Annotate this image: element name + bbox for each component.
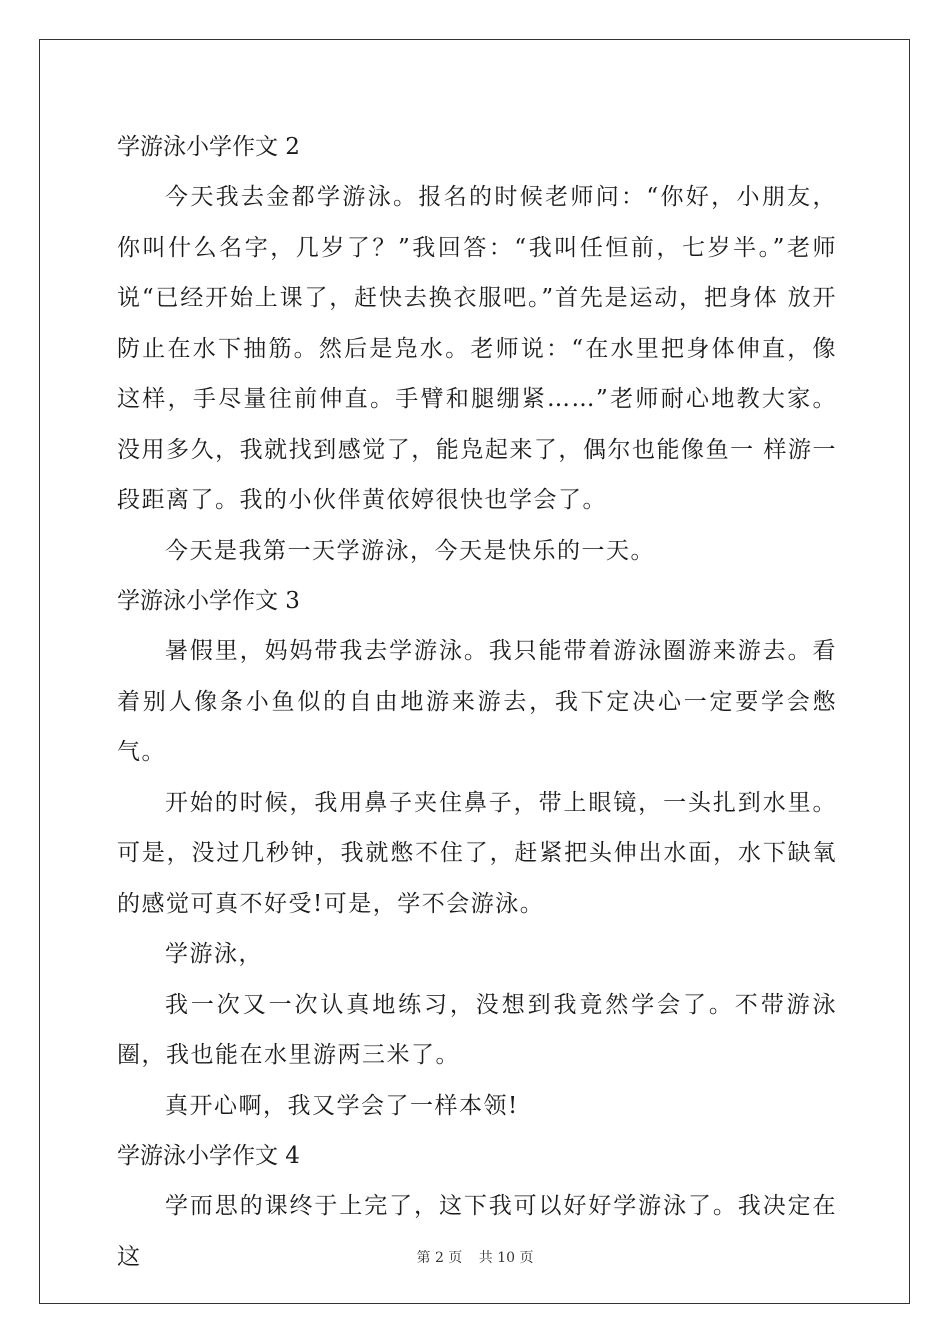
page-total: 共 10 页 [478,1250,534,1266]
paragraph: 今天我去金都学游泳。报名的时候老师问：“你好，小朋友，你叫什么名字，几岁了？”我回答：“我叫任恒前，七岁半。”老师说“已经开始上课了，赶快去换衣服吧。”首先是运动，把身体 放开防止在水下抽筋。然后是凫水。老师说：“在水里把身体伸直，像这样，手尽量往前伸直。手臂和腿绷紧……”老师耐心地教大家。没用多久，我就找到感觉了，能凫起来了，偶尔也能像鱼一 样游一段距离了。我的小伙伴黄依婷很快也学会了。 [117,184,837,513]
document-body [117,122,837,1282]
paragraph: 我一次又一次认真地练习，没想到我竟然学会了。不带游泳圈，我也能在水里游两三米了。 [117,991,837,1068]
paragraph: 开始的时候，我用鼻子夹住鼻子，带上眼镜，一头扎到水里。可是，没过几秒钟，我就憋不住了，赶紧把头伸出水面，水下缺氧的感觉可真不好受!可是，学不会游泳。 [117,789,837,917]
paragraph: 暑假里，妈妈带我去学游泳。我只能带着游泳圈游来游去。看着别人像条小鱼似的自由地游来游去，我下定决心一定要学会憋气。 [117,638,837,765]
section-title: 学游泳小学作文 2 [117,134,300,160]
paragraph: 学而思的课终于上完了，这下我可以好好学游泳了。我决定在这 [117,1193,837,1270]
page-footer [0,1247,950,1267]
section-title: 学游泳小学作文 3 [117,588,300,614]
paragraph: 学游泳， [165,941,263,967]
page-number: 第 2 页 [416,1250,463,1266]
section-title: 学游泳小学作文 4 [117,1143,300,1169]
paragraph: 真开心啊，我又学会了一样本领! [165,1092,519,1119]
paragraph: 今天是我第一天学游泳，今天是快乐的一天。 [165,537,655,564]
